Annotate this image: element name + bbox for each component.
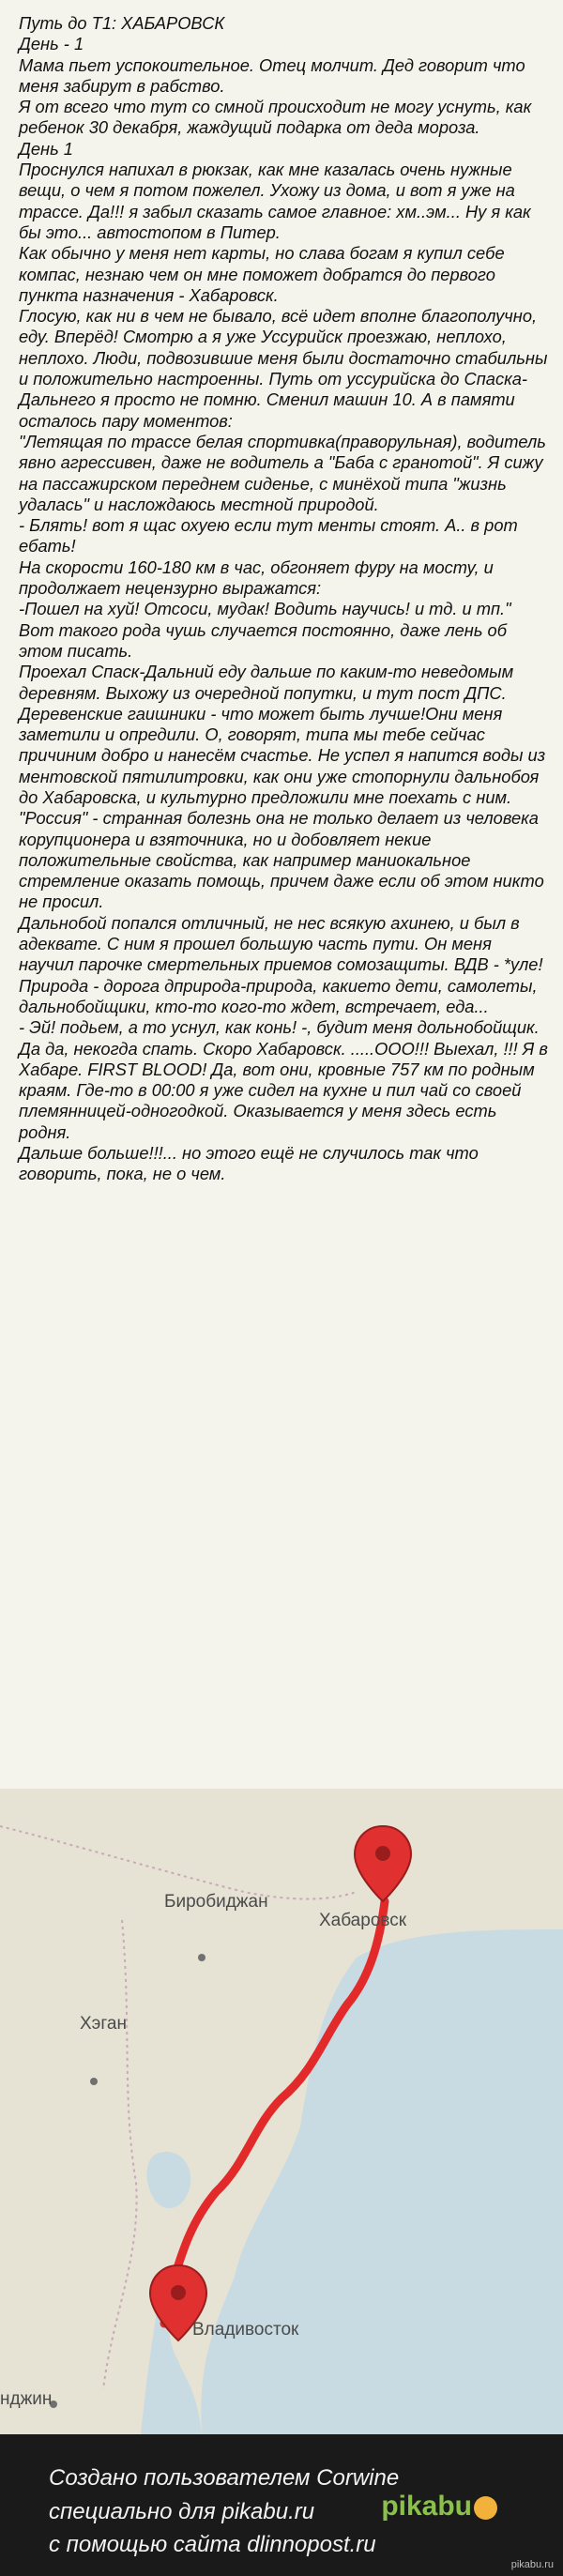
watermark-text: pikabu.ru: [510, 2559, 554, 2570]
story-paragraph: "Летящая по трассе белая спортивка(праворульная), водитель явно агрессивен, даже не водитель а "Баба с гранотой". Я сижу на пассажирском переднем сиденье, с минёхой типа "жизнь удалась" и наслождаюсь местной природой.: [19, 431, 552, 514]
city-label-vladivostok: Владивосток: [192, 2320, 299, 2340]
burger-icon: [474, 2496, 497, 2520]
footer-line-3: с помощью сайта dlinnopost.ru: [49, 2532, 376, 2557]
story-paragraph: Природа - дорога дприрода-природа, какието дети, самолеты, дальнобойщики, кто-то кого-то ждет, встречает, еда...: [19, 975, 542, 1016]
story-paragraph: Проехал Спаск-Дальний еду дальше по каким-то неведомым деревням. Выхожу из очередной попутки, и тут пост ДПС.: [19, 662, 519, 703]
footer: [0, 2434, 563, 2576]
city-dot: [90, 2078, 98, 2085]
route-map: [0, 1789, 563, 2434]
city-label-khabarovsk: Хабаровск: [319, 1911, 407, 1930]
footer-line-1: Создано пользователем Corwine: [49, 2465, 400, 2491]
story-paragraph: - Блять! вот я щас охуею если тут менты стоят. А.. в рот ебать!: [19, 515, 523, 556]
story-paragraph: -Пошел на хуй! Отсоси, мудак! Водить научись! и тд. и тп.": [19, 599, 511, 619]
story-paragraph: Вот такого рода чушь случается постоянно, даже лень об этом писать.: [19, 619, 512, 661]
pikabu-logo-text: pikabu: [381, 2491, 472, 2522]
story-paragraph: Глосую, как ни в чем не бывало, всё идет вполне благополучно, еду. Вперёд! Смотрю а я уже Уссурийск проезжаю, неплохо, неплохо. Люди, подвозившие меня были достаточно стабильны и положительно настроенны. Путь от уссурийска до Спаска-Дальнего я просто не помню. Сменил машин 10. А в памяти осталось пару моментов:: [19, 306, 553, 431]
story-paragraph: На скорости 160-180 км в час, обгоняет фуру на мосту, и продолжает нецензурно выражатся:: [19, 556, 498, 599]
story-paragraph: Дальнобой попался отличный, не нес всякую ахинею, и был в адеквате. С ним я прошел большую часть пути. Он меня научил парочке смертельных приемов сомозащиты. ВДВ - *уле!: [19, 912, 543, 975]
story-title: Путь до Т1: ХАБАРОВСК: [19, 13, 225, 33]
story-paragraph: Проснулся напихал в рюкзак, как мне казалась очень нужные вещи, о чем я потом пожелел. Ухожу из дома, и вот я уже на трассе. Да!!! я забыл сказать самое главное: хм..эм... Ну я как бы это... автостопом в Питер.: [19, 160, 536, 242]
story-text: [19, 13, 553, 1185]
story-paragraph: Деревенские гаишники - что может быть лучше!Они меня заметили и опредили. О, говорят, типа мы тебе сейчас причиним добро и нанесём счастье. Не успел я напится воды из ментовской пятилитровки, как они уже стопорнули дальнобоя до Хабаровска, и культурно предложили мне поехать с ним.: [19, 703, 551, 807]
story-paragraph: Я от всего что тут со смной происходит не могу уснуть, как ребенок 30 декабря, жаждущий подарка от деда мороза.: [19, 97, 537, 138]
city-dot: [198, 1954, 205, 1961]
story-paragraph: - Эй! подьем, а то уснул, как конь! -, будит меня дольнобойщик. Да да, некогда спать. Скоро Хабаровск. .....ООО!!! Выехал, !!! Я в Хабаре. FIRST BLOOD! Да, вот они, кровные 757 км по родным краям. Где-то в 00:00 я уже сидел на кухне и пил чай со своей племянницей-одногодкой. Оказывается у меня здесь есть родня.: [19, 1017, 553, 1142]
city-label-edge: нджин: [0, 2389, 53, 2409]
story-paragraph: Как обычно у меня нет карты, но слава богам я купил себе компас, незнаю чем он мне поможет добратся до первого пункта назначения - Хабаровск.: [19, 243, 510, 305]
story-paragraph: "Россия" - странная болезнь она не только делает из человека корупционера и взяточника, но и добовляет некие положительные свойства, как например маниокальное стремление оказать помощь, причем даже если об этом никто не просил.: [19, 808, 549, 912]
footer-line-2: специально для pikabu.ru: [49, 2499, 315, 2524]
story-paragraph: Мама пьет успокоительное. Отец молчит. Дед говорит что меня забирут в рабство.: [19, 54, 530, 96]
story-paragraph: Дальше больше!!!... но этого ещё не случилось так что говорить, пока, не о чем.: [19, 1143, 483, 1184]
pikabu-logo: [381, 2491, 497, 2523]
city-label-hegan: Хэган: [80, 2014, 127, 2034]
city-label-birobidzhan: Биробиджан: [164, 1892, 268, 1912]
story-paragraph: День 1: [19, 138, 73, 159]
story-paragraph: День - 1: [19, 34, 84, 54]
